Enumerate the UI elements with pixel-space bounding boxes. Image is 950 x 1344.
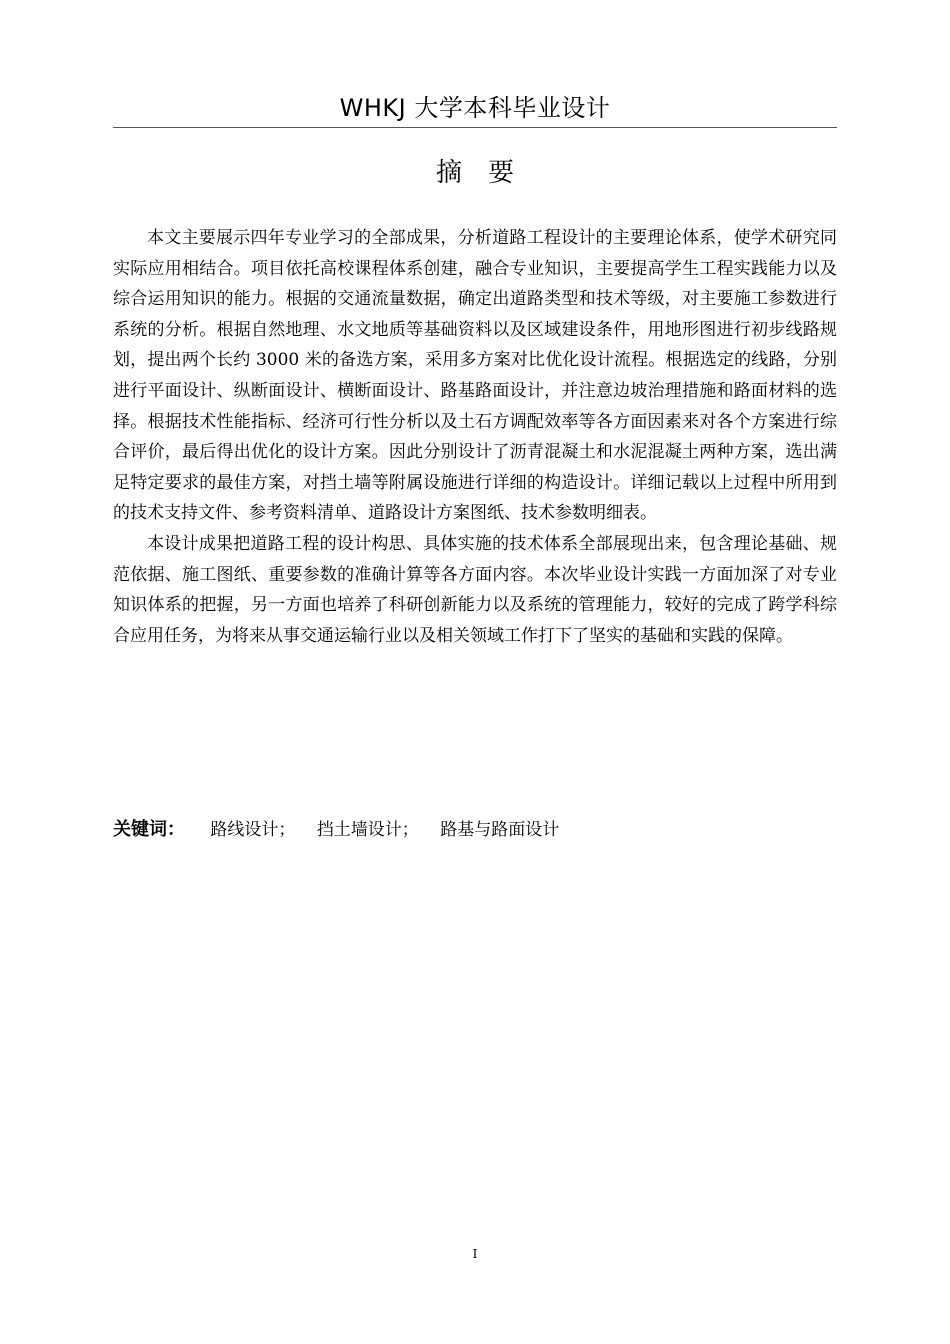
keywords-line: [113, 815, 837, 845]
abstract-title: 摘要: [435, 158, 540, 188]
keyword-item: 挡土墙设计；: [316, 820, 419, 840]
keywords-label: 关键词：: [113, 819, 185, 840]
header-rule: [113, 127, 837, 128]
keyword-item: 路基与路面设计: [440, 820, 560, 840]
page-number: I: [472, 1247, 478, 1261]
abstract-paragraph-1: 本文主要展示四年专业学习的全部成果，分析道路工程设计的主要理论体系，使学术研究同实际应用相结合。项目依托高校课程体系创建，融合专业知识，主要提高学生工程实践能力以及综合运用知识的能力。根据的交通流量数据，确定出道路类型和技术等级，对主要施工参数进行系统的分析。根据自然地理、水文地质等基础资料以及区域建设条件，用地形图进行初步线路规划，提出两个长约 3000 米的备选方案，采用多方案对比优化设计流程。根据选定的线路，分别进行平面设计、纵断面设计、横断面设计、路基路面设计，并注意边坡治理措施和路面材料的选择。根据技术性能指标、经济可行性分析以及土石方调配效率等各方面因素来对各个方案进行综合评价，最后得出优化的设计方案。因此分别设计了沥青混凝土和水泥混凝土两种方案，选出满足特定要求的最佳方案，对挡土墙等附属设施进行详细的构造设计。详细记载以上过程中所用到的技术支持文件、参考资料清单、道路设计方案图纸、技术参数明细表。: [113, 228, 837, 524]
page-header: WHKJ 大学本科毕业设计: [339, 94, 611, 122]
keyword-item: 路线设计；: [210, 820, 296, 840]
abstract-body: [113, 223, 837, 651]
abstract-paragraph-2: 本设计成果把道路工程的设计构思、具体实施的技术体系全部展现出来，包含理论基础、规范依据、施工图纸、重要参数的准确计算等各方面内容。本次毕业设计实践一方面加深了对专业知识体系的把握，另一方面也培养了科研创新能力以及系统的管理能力，较好的完成了跨学科综合应用任务，为将来从事交通运输行业以及相关领域工作打下了坚实的基础和实践的保障。: [113, 533, 837, 646]
